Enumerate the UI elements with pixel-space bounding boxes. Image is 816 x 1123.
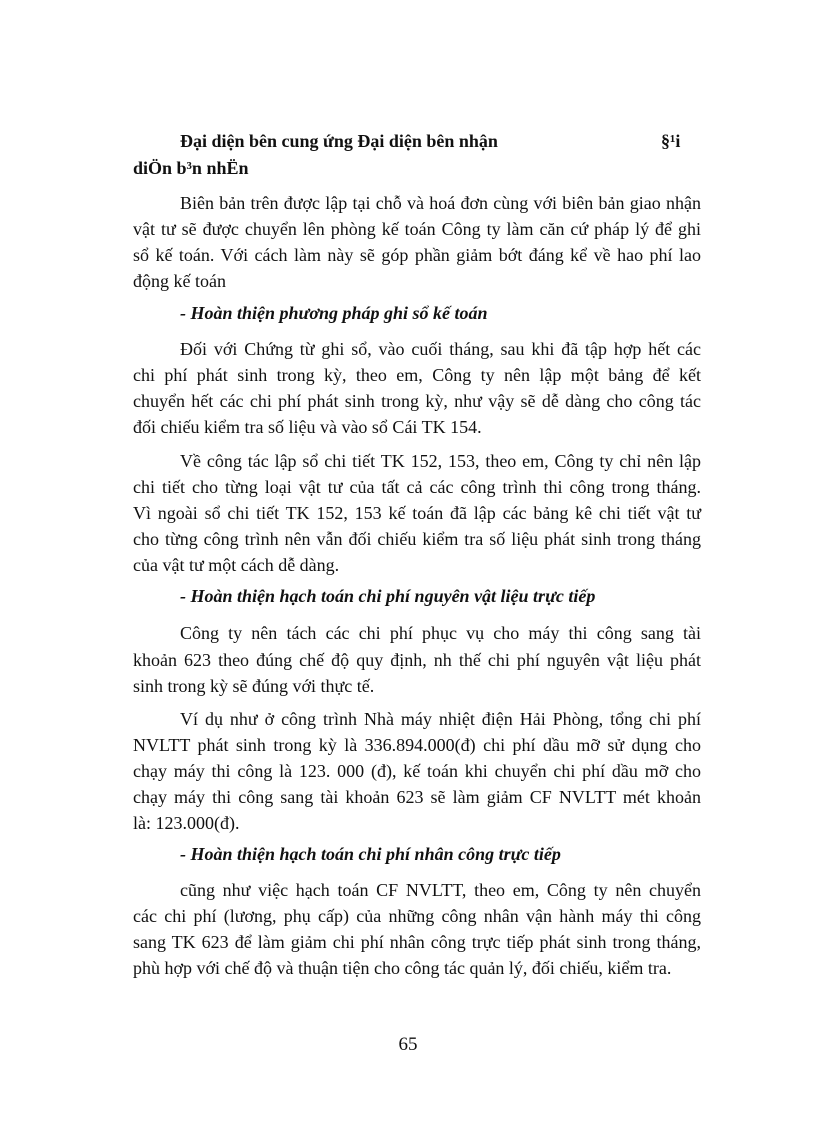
paragraph-line: Công ty nên tách các chi phí phục vụ cho máy thi công sang tài <box>180 623 701 643</box>
paragraph-line: cũng như việc hạch toán CF NVLTT, theo em, Công ty nên chuyển <box>180 880 701 900</box>
signature-right-garbled: §¹i <box>661 131 681 151</box>
paragraph-line: sang TK 623 để làm giảm chi phí nhân công trực tiếp phát sinh trong tháng, <box>133 932 701 952</box>
signature-continuation: diÖn b³n nhËn <box>133 158 249 178</box>
paragraph-line: cho từng công trình nên vẫn đối chiếu kiểm tra số liệu phát sinh trong tháng <box>133 529 701 549</box>
paragraph-line: chạy máy thi công là 123. 000 (đ), kế toán khi chuyển chi phí dầu mỡ cho <box>133 761 701 781</box>
paragraph-line: đối chiếu kiểm tra số liệu và vào sổ Cái TK 154. <box>133 417 482 437</box>
section-heading: - Hoàn thiện hạch toán chi phí nhân công trực tiếp <box>180 844 561 864</box>
paragraph-line: sổ kế toán. Với cách làm này sẽ góp phần giảm bớt đáng kể về hao phí lao <box>133 245 701 265</box>
paragraph-line: vật tư sẽ được chuyển lên phòng kế toán Công ty làm căn cứ pháp lý để ghi <box>133 219 701 239</box>
paragraph-line: NVLTT phát sinh trong kỳ là 336.894.000(đ) chi phí dầu mỡ sử dụng cho <box>133 735 701 755</box>
paragraph-line: Biên bản trên được lập tại chỗ và hoá đơn cùng với biên bản giao nhận <box>180 193 701 213</box>
paragraph-line: Đối với Chứng từ ghi sổ, vào cuối tháng, sau khi đã tập hợp hết các <box>180 339 701 359</box>
paragraph-line: Vì ngoài sổ chi tiết TK 152, 153 kế toán đã lập các bảng kê chi tiết vật tư <box>133 503 701 523</box>
paragraph-line: chạy máy thi công sang tài khoản 623 sẽ làm giảm CF NVLTT mét khoản <box>133 787 701 807</box>
paragraph-line: sinh trong kỳ sẽ đúng với thực tế. <box>133 676 375 696</box>
paragraph-line: Về công tác lập sổ chi tiết TK 152, 153, theo em, Công ty chỉ nên lập <box>180 451 701 471</box>
signature-line: Đại diện bên cung ứng Đại diện bên nhận <box>180 131 498 151</box>
paragraph-line: chi phí phát sinh trong kỳ, theo em, Công ty nên lập một bảng để kết <box>133 365 701 385</box>
page-number: 65 <box>398 1034 418 1055</box>
paragraph-line: của vật tư một cách dễ dàng. <box>133 555 340 575</box>
paragraph-line: chuyển hết các chi phí phát sinh trong kỳ, như vậy sẽ dễ dàng cho công tác <box>133 391 701 411</box>
paragraph-line: động kế toán <box>133 271 226 291</box>
paragraph-line: phù hợp với chế độ và thuận tiện cho công tác quản lý, đối chiếu, kiểm tra. <box>133 958 672 978</box>
paragraph-line: chi tiết cho từng loại vật tư của tất cả các công trình thi công trong tháng. <box>133 477 701 497</box>
section-heading: - Hoàn thiện phương pháp ghi sổ kế toán <box>180 303 488 323</box>
paragraph-line: Ví dụ như ở công trình Nhà máy nhiệt điện Hải Phòng, tổng chi phí <box>180 709 701 729</box>
paragraph-line: là: 123.000(đ). <box>133 813 240 833</box>
paragraph-line: khoản 623 theo đúng chế độ quy định, nh thế chi phí nguyên vật liệu phát <box>133 650 701 670</box>
paragraph-line: các chi phí (lương, phụ cấp) của những công nhân vận hành máy thi công <box>133 906 701 926</box>
section-heading: - Hoàn thiện hạch toán chi phí nguyên vật liệu trực tiếp <box>180 586 596 606</box>
